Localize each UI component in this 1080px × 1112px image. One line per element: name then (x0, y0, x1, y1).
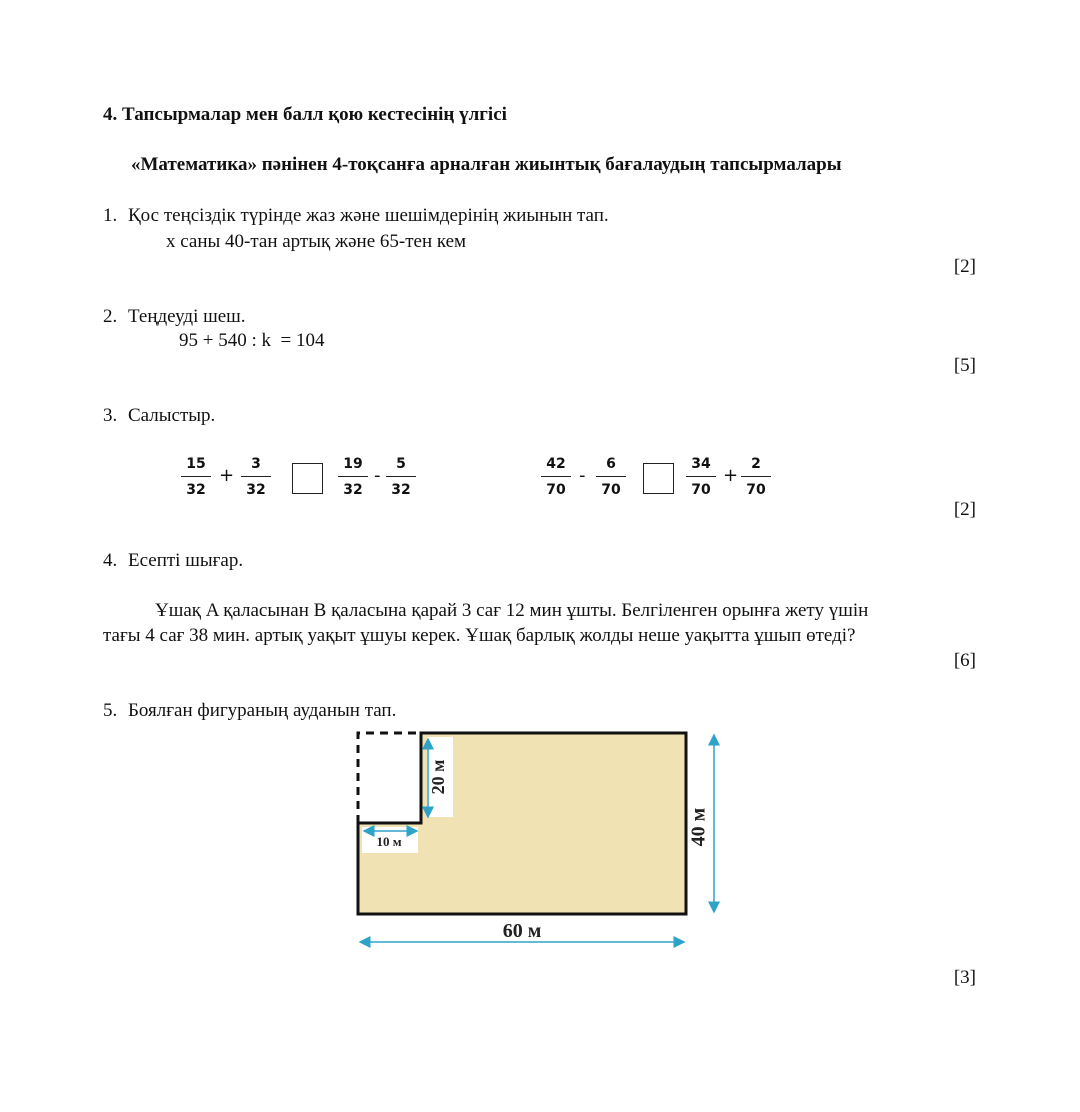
cut-width-label: 10 м (376, 834, 402, 849)
equation: 95 + 540 : k = 104 (179, 330, 325, 351)
fraction (338, 455, 368, 499)
denominator: 70 (746, 482, 766, 498)
shaded-region (358, 733, 686, 914)
operator: + (219, 465, 235, 486)
task-number: 5. (103, 700, 118, 721)
task-number: 3. (103, 405, 118, 426)
task-detail: x саны 40-тан артық және 65-тен кем (166, 231, 467, 252)
fraction (541, 455, 571, 499)
task-number: 2. (103, 306, 118, 327)
denominator: 32 (246, 482, 266, 498)
fraction (686, 455, 716, 499)
task-points: [6] (953, 650, 976, 671)
fraction (596, 455, 626, 499)
task-points: [3] (953, 967, 976, 988)
denominator: 32 (391, 482, 411, 498)
numerator: 2 (741, 455, 771, 477)
numerator: 3 (241, 455, 271, 477)
operator: - (579, 465, 586, 486)
task-points: [5] (953, 355, 976, 376)
denominator: 70 (691, 482, 711, 498)
numerator: 19 (338, 455, 368, 477)
comparison-answer-box[interactable] (292, 463, 323, 494)
cut-height-label: 20 м (428, 759, 449, 795)
numerator: 5 (386, 455, 416, 477)
task-number: 1. (103, 205, 118, 226)
section-heading: 4. Тапсырмалар мен балл қою кестесінің үлгісі (103, 104, 507, 125)
width-label: 60 м (502, 920, 542, 942)
fraction (181, 455, 211, 499)
operator: - (374, 465, 381, 486)
task-points: [2] (953, 499, 976, 520)
task-title: Есепті шығар. (128, 550, 244, 571)
task-title: Боялған фигураның ауданын тап. (128, 700, 397, 721)
page-title: «Математика» пәнінен 4-тоқсанға арналған жиынтық бағалаудың тапсырмалары (131, 154, 842, 175)
task-title: Теңдеуді шеш. (128, 306, 246, 327)
problem-text-line: Ұшақ A қаласынан B қаласына қарай 3 сағ 12 мин ұшты. Белгіленген орынға жету үшін (155, 600, 869, 621)
task-points: [2] (953, 256, 976, 277)
cutout-dashed-outline (358, 733, 421, 823)
problem-text-line: тағы 4 сағ 38 мин. артық уақыт ұшуы керек. Ұшақ барлық жолды неше уақытта ұшып өтеді? (103, 625, 856, 646)
numerator: 42 (541, 455, 571, 477)
shaded-figure (340, 725, 740, 960)
height-label: 40 м (687, 807, 710, 847)
numerator: 15 (181, 455, 211, 477)
fraction (741, 455, 771, 499)
fraction (386, 455, 416, 499)
numerator: 34 (686, 455, 716, 477)
operator: + (723, 465, 739, 486)
task-number: 4. (103, 550, 118, 571)
comparison-answer-box[interactable] (643, 463, 674, 494)
fraction (241, 455, 271, 499)
task-title: Салыстыр. (128, 405, 216, 426)
denominator: 70 (546, 482, 566, 498)
denominator: 32 (186, 482, 206, 498)
task-title: Қос теңсіздік түрінде жаз және шешімдерінің жиынын тап. (128, 205, 609, 226)
denominator: 32 (343, 482, 363, 498)
denominator: 70 (601, 482, 621, 498)
numerator: 6 (596, 455, 626, 477)
